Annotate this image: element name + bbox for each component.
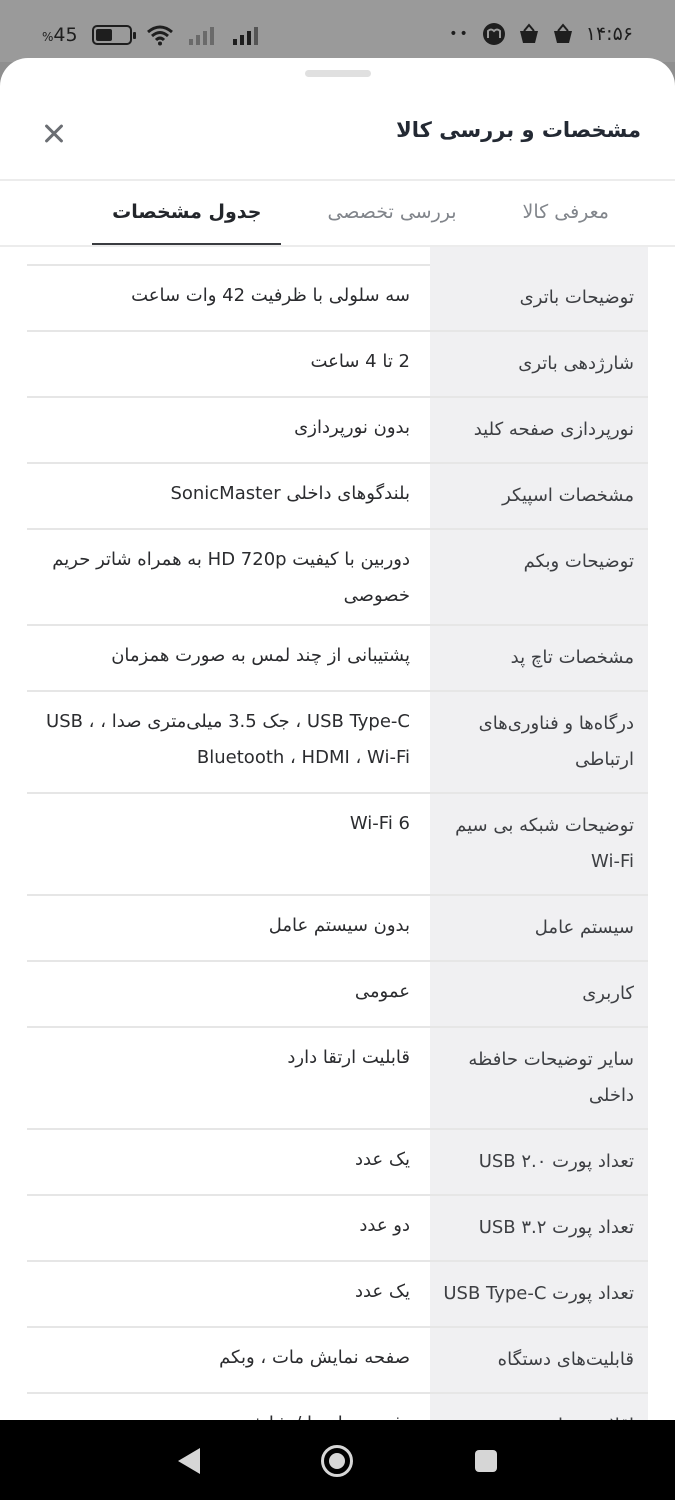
spec-value: صفحه نمایش مات ، وبکم (219, 1347, 410, 1368)
signal-icon-sim2 (232, 25, 262, 45)
spec-key: مشخصات تاچ پد (430, 626, 648, 690)
table-row (27, 1028, 648, 1130)
table-row (27, 896, 648, 962)
recent-apps-icon[interactable] (475, 1450, 497, 1472)
bottom-sheet (0, 58, 675, 1420)
spec-key: شارژدهی باتری (430, 332, 648, 396)
spec-value: دو عدد (359, 1215, 410, 1236)
table-row (27, 1328, 648, 1394)
spec-key-partial (430, 247, 648, 266)
sheet-title: مشخصات و بررسی کالا (396, 118, 641, 142)
tab-specifications[interactable]: جدول مشخصات (92, 181, 281, 246)
status-left (42, 24, 262, 46)
spec-value: USB Type-C ، جک 3.5 میلی‌متری صدا ، USB ، Bluetooth ، HDMI ، Wi-Fi (46, 711, 410, 768)
spec-key: تعداد پورت USB ۲.۰ (430, 1130, 648, 1194)
tab-expert-review[interactable]: بررسی تخصصی (327, 201, 457, 223)
battery-icon (92, 25, 132, 45)
spec-key: قابلیت‌های دستگاه (430, 1328, 648, 1392)
spec-key: توضیحات وبکم (430, 530, 648, 624)
spec-key: درگاه‌ها و فناوری‌های ارتباطی (430, 692, 648, 792)
navigation-bar (0, 1420, 675, 1500)
spec-value: بلندگوهای داخلی SonicMaster (170, 483, 410, 504)
shopping-basket-icon (518, 23, 540, 45)
table-row (27, 464, 648, 530)
wifi-icon (146, 24, 174, 46)
table-row (27, 962, 648, 1028)
battery-percent: %45 (42, 24, 78, 46)
table-row (27, 266, 648, 332)
spec-key: نورپردازی صفحه کلید (430, 398, 648, 462)
spec-key: توضیحات شبکه بی سیم Wi-Fi (430, 794, 648, 894)
tab-bar (0, 181, 675, 246)
tab-introduction[interactable]: معرفی کالا (522, 201, 609, 223)
spec-key: توضیحات باتری (430, 266, 648, 330)
notification-dots: •• (449, 26, 470, 42)
spec-key: سیستم عامل (430, 896, 648, 960)
table-row-partial (27, 247, 648, 266)
spec-value: Wi-Fi 6 (349, 813, 410, 834)
spec-key: مشخصات اسپیکر (430, 464, 648, 528)
spec-key: تعداد پورت USB Type-C (430, 1262, 648, 1326)
sheet-header (0, 96, 675, 178)
status-bar (0, 0, 675, 62)
table-row (27, 1262, 648, 1328)
table-row (27, 530, 648, 626)
table-row (27, 398, 648, 464)
spec-table (27, 247, 648, 1458)
close-icon[interactable] (34, 114, 74, 154)
shopping-basket-icon-2 (552, 23, 574, 45)
back-icon[interactable] (178, 1448, 200, 1474)
spec-value: یک عدد (354, 1281, 410, 1302)
spec-value: بدون نورپردازی (294, 417, 410, 438)
spec-value: یک عدد (354, 1149, 410, 1170)
spec-value: پشتیبانی از چند لمس به صورت همزمان (111, 645, 410, 666)
app-notification-icon (482, 22, 506, 46)
table-row (27, 1196, 648, 1262)
table-row (27, 794, 648, 896)
spec-value: دوربین با کیفیت HD 720p به همراه شاتر حریم خصوصی (52, 549, 410, 606)
spec-key: سایر توضیحات حافظه داخلی (430, 1028, 648, 1128)
table-row (27, 692, 648, 794)
table-row (27, 626, 648, 692)
spec-value: 2 تا 4 ساعت (310, 351, 410, 372)
home-icon[interactable] (321, 1445, 353, 1477)
spec-value: عمومی (354, 981, 410, 1002)
spec-key: تعداد پورت USB ۳.۲ (430, 1196, 648, 1260)
clock: ۱۴:۵۶ (585, 23, 633, 45)
spec-value: بدون سیستم عامل (268, 915, 410, 936)
spec-key: کاربری (430, 962, 648, 1026)
status-right (449, 22, 633, 46)
signal-icon-sim1 (188, 25, 218, 45)
spec-value: سه سلولی با ظرفیت 42 وات ساعت (131, 285, 410, 306)
spec-value: قابلیت ارتقا دارد (287, 1047, 410, 1068)
drag-handle[interactable] (305, 70, 371, 77)
table-row (27, 1130, 648, 1196)
table-row (27, 332, 648, 398)
